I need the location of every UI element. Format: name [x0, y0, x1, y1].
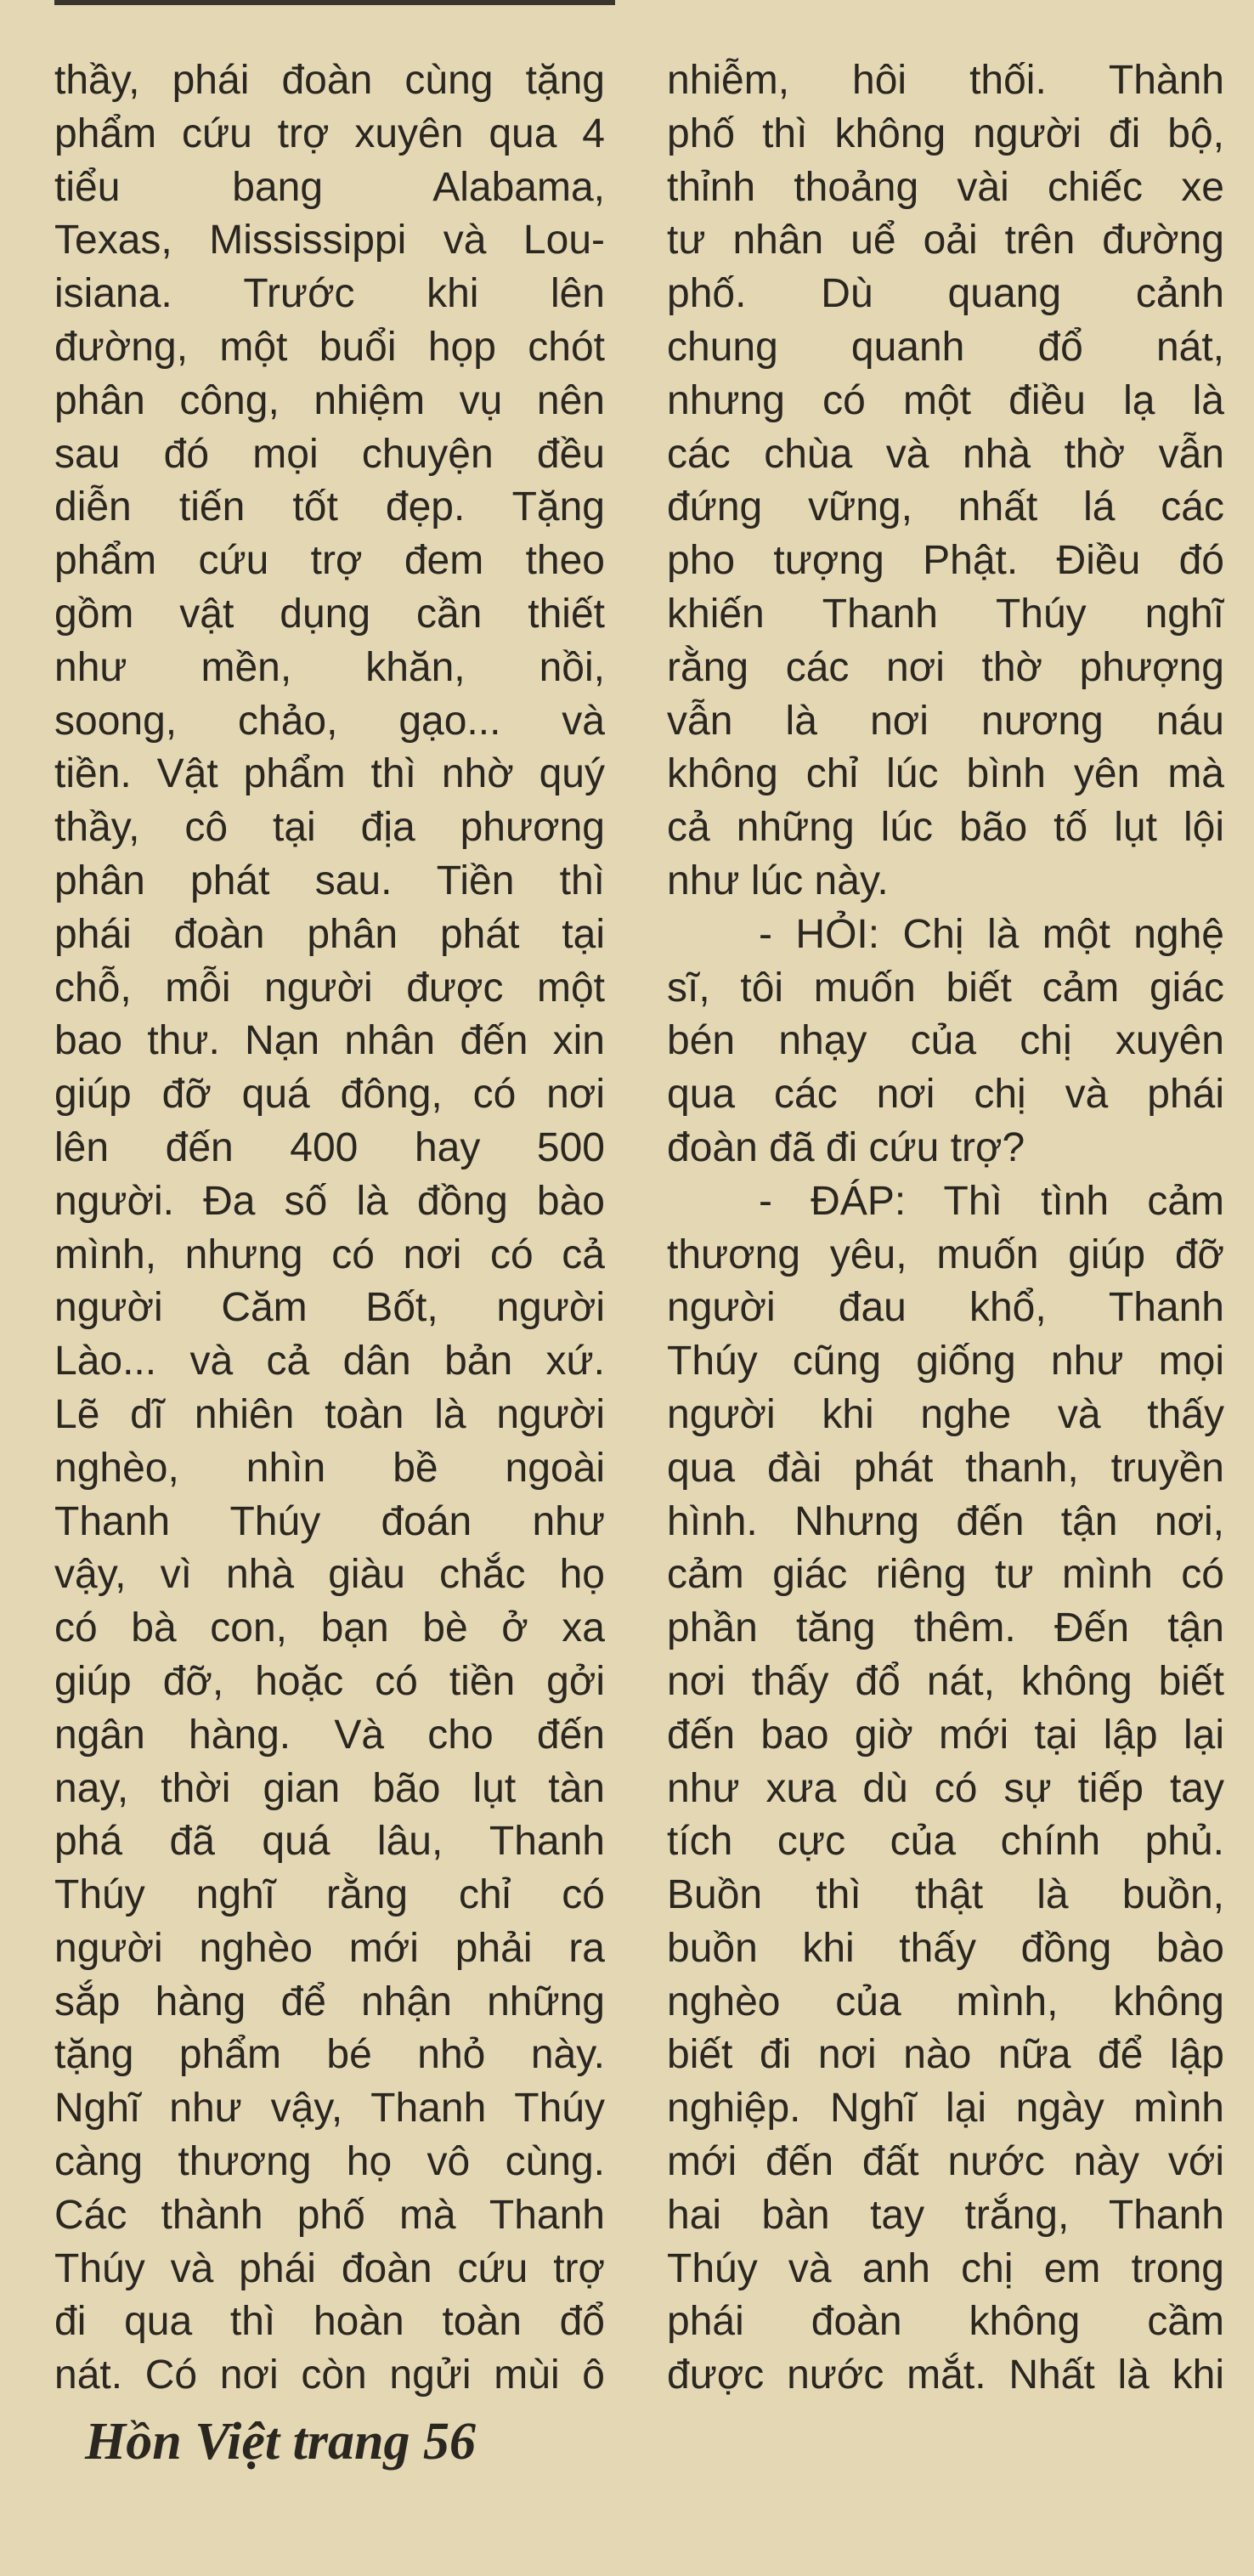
text-line: tặng phẩm bé nhỏ này.: [54, 2032, 605, 2078]
text-line: sắp hàng để nhận những: [54, 1979, 605, 2024]
text-line: bao thư. Nạn nhân đến xin: [54, 1018, 605, 1064]
text-line: đến bao giờ mới tại lập lại: [667, 1712, 1224, 1758]
text-line: bén nhạy của chị xuyên: [667, 1018, 1224, 1064]
text-line: người. Đa số là đồng bào: [54, 1178, 605, 1224]
text-line: qua đài phát thanh, truyền: [667, 1445, 1224, 1491]
text-line: mới đến đất nước này với: [667, 2139, 1224, 2185]
right-column: [667, 54, 1224, 2403]
text-line: pho tượng Phật. Điều đó: [667, 538, 1224, 584]
text-line: ngân hàng. Và cho đến: [54, 1712, 605, 1758]
text-line: Buồn thì thật là buồn,: [667, 1872, 1224, 1918]
text-line: giúp đỡ, hoặc có tiền gởi: [54, 1658, 605, 1704]
text-line: người khi nghe và thấy: [667, 1391, 1224, 1437]
text-line: tích cực của chính phủ.: [667, 1819, 1224, 1865]
text-line: giúp đỡ quá đông, có nơi: [54, 1072, 605, 1118]
text-line: phẩm cứu trợ xuyên qua 4: [54, 110, 605, 156]
text-line: vậy, vì nhà giàu chắc họ: [54, 1552, 605, 1598]
text-line: - ĐÁP: Thì tình cảm: [759, 1178, 1224, 1224]
text-line: có bà con, bạn bè ở xa: [54, 1605, 605, 1651]
text-line: nát. Có nơi còn ngửi mùi ô: [54, 2352, 605, 2398]
text-line: không chỉ lúc bình yên mà: [667, 751, 1224, 797]
text-line: qua các nơi chị và phái: [667, 1072, 1224, 1118]
text-line: nghèo của mình, không: [667, 1979, 1224, 2024]
text-line: cảm giác riêng tư mình có: [667, 1552, 1224, 1598]
text-line: vẫn là nơi nương náu: [667, 698, 1224, 744]
text-line: tư nhân uể oải trên đường: [667, 218, 1224, 263]
text-line: được nước mắt. Nhất là khi: [667, 2352, 1224, 2398]
text-line: lên đến 400 hay 500: [54, 1124, 605, 1170]
text-line: phần tăng thêm. Đến tận: [667, 1605, 1224, 1651]
text-line: phẩm cứu trợ đem theo: [54, 538, 605, 584]
text-line: phố thì không người đi bộ,: [667, 110, 1224, 156]
text-line: đi qua thì hoàn toàn đổ: [54, 2299, 605, 2345]
page-footer: Hồn Việt trang 56: [85, 2413, 476, 2471]
text-line: như xưa dù có sự tiếp tay: [667, 1765, 1224, 1811]
text-line: như mền, khăn, nồi,: [54, 644, 605, 690]
text-line: Lẽ dĩ nhiên toàn là người: [54, 1391, 605, 1437]
text-line: Texas, Mississippi và Lou-: [54, 218, 605, 263]
text-line: sau đó mọi chuyện đều: [54, 431, 605, 477]
left-column: [54, 54, 605, 2403]
text-line: nay, thời gian bão lụt tàn: [54, 1765, 605, 1811]
text-line: khiến Thanh Thúy nghĩ: [667, 591, 1224, 637]
text-line: phân công, nhiệm vụ nên: [54, 377, 605, 423]
text-line: cả những lúc bão tố lụt lội: [667, 805, 1224, 851]
text-line: đứng vững, nhất lá các: [667, 484, 1224, 530]
text-line: mình, nhưng có nơi có cả: [54, 1231, 605, 1277]
text-line: càng thương họ vô cùng.: [54, 2139, 605, 2185]
text-line: chỗ, mỗi người được một: [54, 965, 605, 1011]
text-line: nơi thấy đổ nát, không biết: [667, 1658, 1224, 1704]
text-line: chung quanh đổ nát,: [667, 324, 1224, 370]
text-line: diễn tiến tốt đẹp. Tặng: [54, 484, 605, 530]
text-line: phái đoàn không cầm: [667, 2299, 1224, 2345]
text-line: thầy, cô tại địa phương: [54, 805, 605, 851]
text-line: biết đi nơi nào nữa để lập: [667, 2032, 1224, 2078]
text-line: nhiễm, hôi thối. Thành: [667, 58, 1224, 103]
text-line: Thúy và anh chị em trong: [667, 2245, 1224, 2291]
text-line: soong, chảo, gạo... và: [54, 698, 605, 744]
text-line: người Căm Bốt, người: [54, 1285, 605, 1331]
text-line: đường, một buổi họp chót: [54, 324, 605, 370]
text-line: phái đoàn phân phát tại: [54, 911, 605, 957]
text-line: nhưng có một điều lạ là: [667, 377, 1224, 423]
text-line: thỉnh thoảng vài chiếc xe: [667, 164, 1224, 210]
text-line: hình. Nhưng đến tận nơi,: [667, 1498, 1224, 1544]
text-line: phá đã quá lâu, Thanh: [54, 1819, 605, 1865]
text-line: đoàn đã đi cứu trợ?: [667, 1124, 1025, 1170]
text-line: Lào... và cả dân bản xứ.: [54, 1339, 605, 1384]
text-line: buồn khi thấy đồng bào: [667, 1925, 1224, 1971]
text-line: Thúy và phái đoàn cứu trợ: [54, 2245, 605, 2291]
text-line: Thúy cũng giống như mọi: [667, 1339, 1224, 1384]
text-line: sĩ, tôi muốn biết cảm giác: [667, 965, 1224, 1011]
text-line: như lúc này.: [667, 858, 889, 903]
text-line: thầy, phái đoàn cùng tặng: [54, 58, 605, 103]
text-line: các chùa và nhà thờ vẫn: [667, 431, 1224, 477]
text-line: tiểu bang Alabama,: [54, 164, 605, 210]
text-line: rằng các nơi thờ phượng: [667, 644, 1224, 690]
text-line: gồm vật dụng cần thiết: [54, 591, 605, 637]
text-line: Thanh Thúy đoán như: [54, 1498, 605, 1544]
text-line: isiana. Trước khi lên: [54, 271, 605, 317]
text-line: người đau khổ, Thanh: [667, 1285, 1224, 1331]
text-line: thương yêu, muốn giúp đỡ: [667, 1231, 1224, 1277]
text-line: Nghĩ như vậy, Thanh Thúy: [54, 2086, 605, 2132]
text-line: Các thành phố mà Thanh: [54, 2192, 605, 2238]
text-line: người nghèo mới phải ra: [54, 1925, 605, 1971]
text-line: nghèo, nhìn bề ngoài: [54, 1445, 605, 1491]
top-rule: [54, 0, 615, 5]
text-line: - HỎI: Chị là một nghệ: [759, 911, 1224, 957]
text-line: hai bàn tay trắng, Thanh: [667, 2192, 1224, 2238]
text-line: phố. Dù quang cảnh: [667, 271, 1224, 317]
text-line: phân phát sau. Tiền thì: [54, 858, 605, 903]
text-line: nghiệp. Nghĩ lại ngày mình: [667, 2086, 1224, 2132]
text-line: Thúy nghĩ rằng chỉ có: [54, 1872, 605, 1918]
text-line: tiền. Vật phẩm thì nhờ quý: [54, 751, 605, 797]
